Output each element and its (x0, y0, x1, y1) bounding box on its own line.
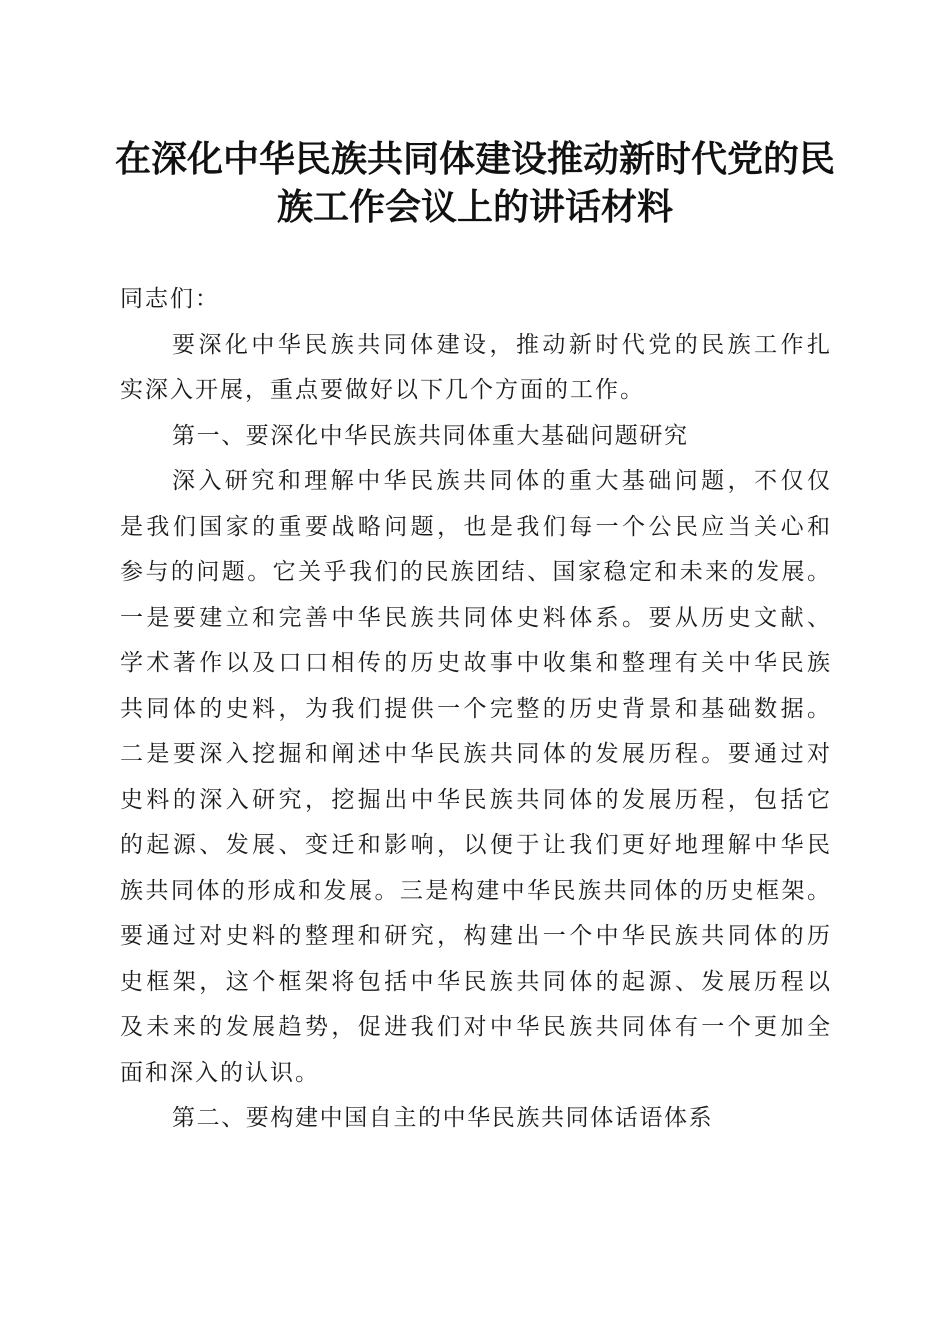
paragraph-line: 参与的问题。它关乎我们的民族团结、国家稳定和未来的发展。 (120, 559, 832, 585)
salutation: 同志们： (120, 286, 220, 312)
section-heading-2: 第二、要构建中国自主的中华民族共同体话语体系 (172, 1105, 714, 1131)
paragraph-line: 及未来的发展趋势，促进我们对中华民族共同体有一个更加全 (120, 1014, 832, 1040)
section-heading-1: 第一、要深化中华民族共同体重大基础问题研究 (172, 422, 689, 449)
title-line-1: 在深化中华民族共同体建设推动新时代党的民 (114, 138, 835, 180)
paragraph-line: 的起源、发展、变迁和影响，以便于让我们更好地理解中华民 (120, 832, 832, 858)
paragraph-line: 史框架，这个框架将包括中华民族共同体的起源、发展历程以 (120, 968, 832, 995)
paragraph-line: 学术著作以及口口相传的历史故事中收集和整理有关中华民族 (120, 650, 832, 676)
paragraph-line: 二是要深入挖掘和阐述中华民族共同体的发展历程。要通过对 (120, 741, 832, 767)
paragraph-line: 实深入开展，重点要做好以下几个方面的工作。 (120, 377, 645, 403)
paragraph-line: 要深化中华民族共同体建设，推动新时代党的民族工作扎 (172, 331, 832, 358)
paragraph-line: 要通过对史料的整理和研究，构建出一个中华民族共同体的历 (120, 923, 832, 949)
paragraph-line: 深入研究和理解中华民族共同体的重大基础问题，不仅仅 (172, 468, 832, 494)
paragraph-line: 是我们国家的重要战略问题，也是我们每一个公民应当关心和 (120, 513, 832, 540)
paragraph-line: 面和深入的认识。 (120, 1059, 320, 1086)
paragraph-line: 族共同体的形成和发展。三是构建中华民族共同体的历史框架。 (120, 877, 832, 904)
paragraph-line: 共同体的史料，为我们提供一个完整的历史背景和基础数据。 (120, 695, 832, 722)
title-line-2: 族工作会议上的讲话材料 (276, 186, 673, 228)
document-title (100, 135, 850, 231)
paragraph-line: 史料的深入研究，挖掘出中华民族共同体的发展历程，包括它 (120, 786, 832, 813)
paragraph-line: 一是要建立和完善中华民族共同体史料体系。要从历史文献、 (120, 604, 832, 631)
document-body (120, 277, 832, 1142)
